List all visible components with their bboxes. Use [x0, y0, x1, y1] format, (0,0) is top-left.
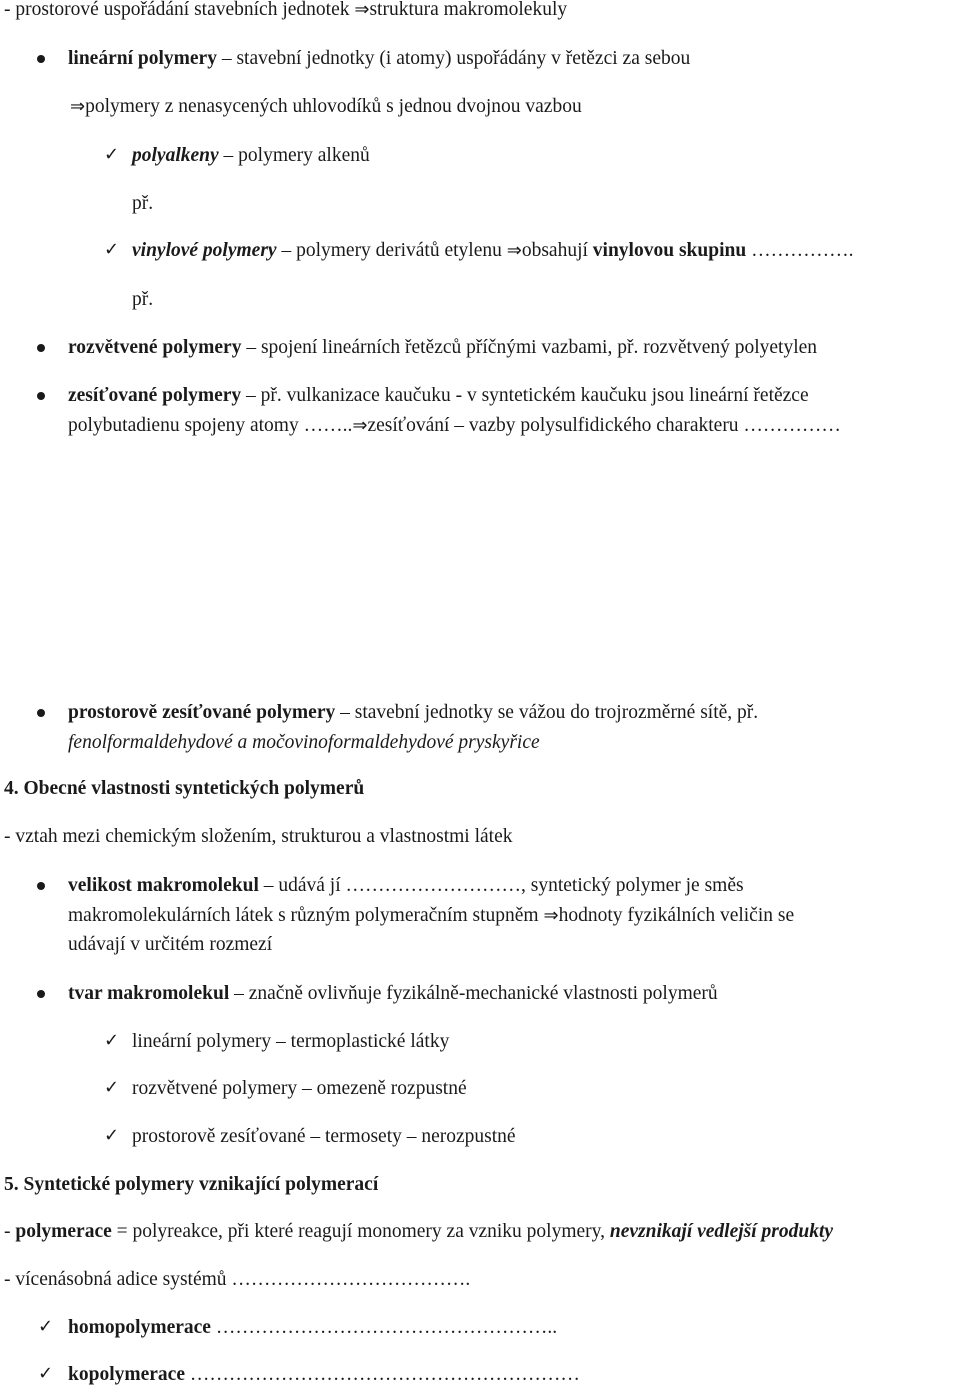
- text-line: - vícenásobná adice systémů ……………………………….: [4, 1269, 471, 1290]
- bullet-icon: [37, 55, 45, 63]
- text-line: lineární polymery – stavební jednotky (i atomy) uspořádány v řetězci za sebou: [68, 48, 691, 69]
- checkmark-icon: ✓: [104, 1030, 120, 1051]
- text-line: vinylové polymery – polymery derivátů etylenu ⇒obsahují vinylovou skupinu …………….: [132, 240, 854, 261]
- text-line: rozvětvené polymery – omezeně rozpustné: [132, 1078, 467, 1099]
- text-line: př.: [132, 289, 154, 310]
- implies-arrow-icon: ⇒: [70, 96, 86, 117]
- checkmark-icon: ✓: [104, 1077, 120, 1098]
- bullet-icon: [37, 344, 45, 352]
- text-line: prostorově zesíťované polymery – stavební jednotky se vážou do trojrozměrné sítě, př.: [68, 702, 759, 723]
- text-line: polyalkeny – polymery alkenů: [132, 145, 370, 166]
- text-line: rozvětvené polymery – spojení lineárních řetězců příčnými vazbami, př. rozvětvený polyetylen: [68, 337, 818, 358]
- checkmark-icon: ✓: [104, 239, 120, 260]
- text-line: udávají v určitém rozmezí: [68, 934, 273, 955]
- text-line: kopolymerace ……………………………………………………: [68, 1364, 580, 1385]
- bullet-icon: [37, 990, 45, 998]
- text-line: makromolekulárních látek s různým polymeračním stupněm ⇒hodnoty fyzikálních veličin se: [68, 905, 795, 926]
- checkmark-icon: ✓: [38, 1316, 54, 1337]
- bullet-icon: [37, 882, 45, 890]
- text-line: - prostorové uspořádání stavebních jednotek ⇒struktura makromolekuly: [4, 0, 568, 20]
- implies-arrow-icon: ⇒: [352, 415, 368, 436]
- text-line: fenolformaldehydové a močovinoformaldehydové pryskyřice: [68, 732, 540, 753]
- bullet-icon: [37, 392, 45, 400]
- bullet-icon: [37, 709, 45, 717]
- text-line: lineární polymery – termoplastické látky: [132, 1031, 450, 1052]
- text-line: - polymerace = polyreakce, při které reagují monomery za vzniku polymery, nevznikají vedlejší produkty: [4, 1221, 834, 1242]
- checkmark-icon: ✓: [104, 144, 120, 165]
- text-line: velikost makromolekul – udává jí ………………………, syntetický polymer je směs: [68, 875, 744, 896]
- implies-arrow-icon: ⇒: [354, 0, 370, 20]
- text-line: ⇒polymery z nenasycených uhlovodíků s jednou dvojnou vazbou: [70, 96, 582, 117]
- text-line: tvar makromolekul – značně ovlivňuje fyzikálně-mechanické vlastnosti polymerů: [68, 983, 718, 1004]
- checkmark-icon: ✓: [104, 1125, 120, 1146]
- section-heading: 4. Obecné vlastnosti syntetických polymerů: [4, 778, 365, 799]
- text-line: polybutadienu spojeny atomy ……..⇒zesíťování – vazby polysulfidického charakteru ……………: [68, 415, 841, 436]
- text-line: prostorově zesíťované – termosety – nerozpustné: [132, 1126, 516, 1147]
- text-line: př.: [132, 193, 154, 214]
- checkmark-icon: ✓: [38, 1363, 54, 1384]
- implies-arrow-icon: ⇒: [506, 240, 522, 261]
- text-line: homopolymerace ……………………………………………..: [68, 1317, 558, 1338]
- text-line: - vztah mezi chemickým složením, strukturou a vlastnostmi látek: [4, 826, 513, 847]
- text-line: zesíťované polymery – př. vulkanizace kaučuku - v syntetickém kaučuku jsou lineární řetězce: [68, 385, 809, 406]
- section-heading: 5. Syntetické polymery vznikající polymerací: [4, 1174, 379, 1195]
- implies-arrow-icon: ⇒: [543, 905, 559, 926]
